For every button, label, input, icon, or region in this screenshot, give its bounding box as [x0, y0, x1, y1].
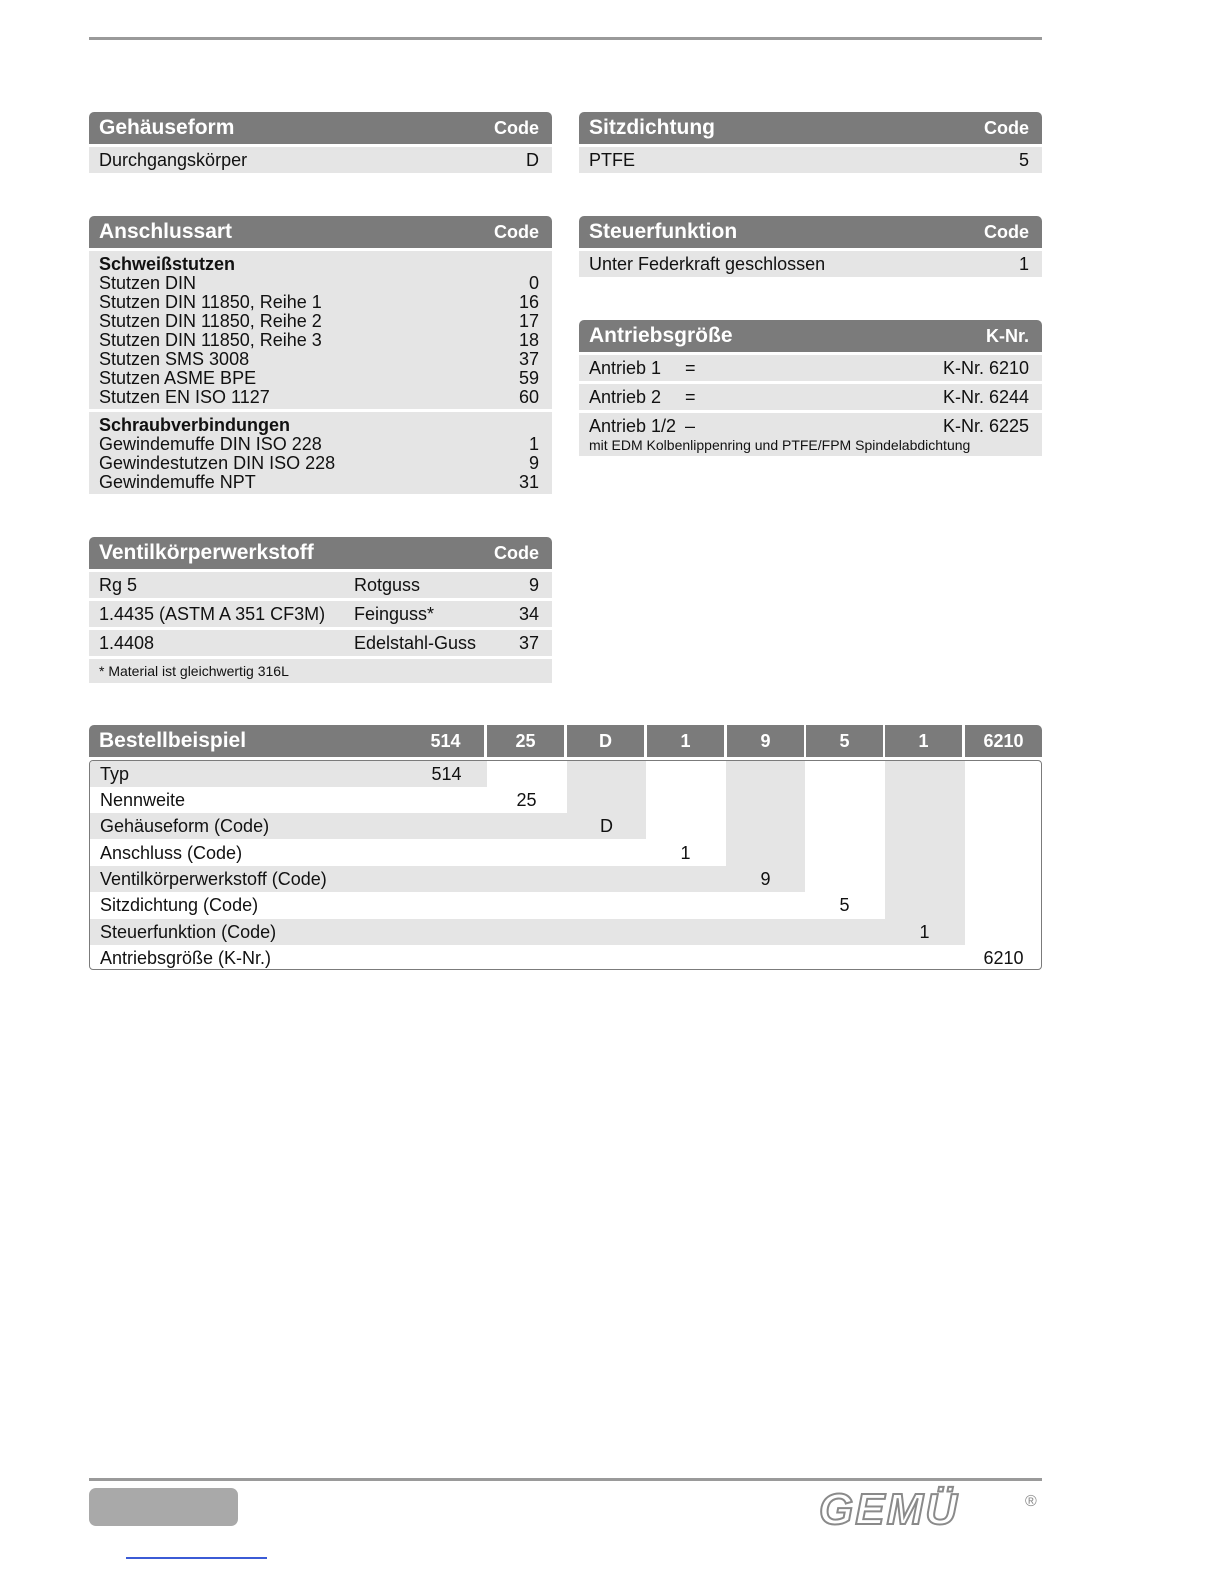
list-item: Stutzen DIN 0	[99, 273, 539, 293]
row-label: Ventilkörperwerkstoff (Code)	[100, 869, 327, 889]
code-header: Code	[984, 221, 1029, 242]
footer-link-underline	[126, 1557, 267, 1559]
code-header: Code	[494, 117, 539, 138]
table-row	[89, 147, 552, 173]
row-value: 6210	[983, 948, 1024, 968]
row-label: Typ	[100, 764, 130, 784]
row-label: PTFE	[589, 149, 636, 170]
row-operator: =	[685, 357, 696, 378]
table-header	[89, 216, 552, 248]
table-row	[579, 384, 1042, 410]
row-operator: =	[685, 386, 696, 407]
group-title: Schweißstutzen	[99, 254, 236, 274]
list-item: Gewindestutzen DIN ISO 228 9	[99, 453, 539, 473]
table-row	[579, 355, 1042, 381]
code-cell: D	[567, 725, 644, 757]
code-cell: 25	[487, 725, 564, 757]
table-header	[579, 112, 1042, 144]
table-title: Steuerfunktion	[589, 220, 738, 243]
code-cell: 6210	[965, 725, 1042, 757]
row-code: D	[526, 149, 539, 170]
list-item: Stutzen EN ISO 1127 60	[99, 387, 539, 407]
row-code: 1	[1018, 253, 1029, 274]
bottom-rule	[89, 1478, 1042, 1481]
row-value: 9	[760, 869, 771, 889]
top-rule	[89, 37, 1042, 40]
sitzdichtung-table	[579, 112, 1042, 173]
page-badge	[89, 1488, 238, 1526]
row-operator: –	[685, 416, 696, 436]
group-schweissstutzen	[89, 251, 552, 409]
table-row: 1.4408 Edelstahl-Guss 37	[89, 630, 552, 656]
table-header	[579, 216, 1042, 248]
list-item: Stutzen DIN 11850, Reihe 2 17	[99, 311, 539, 331]
row-label: Antriebsgröße (K-Nr.)	[100, 948, 272, 968]
row-label: Steuerfunktion (Code)	[100, 922, 277, 942]
table-row	[579, 147, 1042, 173]
order-example-body	[89, 760, 1042, 970]
ventilkoerper-table	[89, 537, 552, 683]
row-label: Anschluss (Code)	[100, 843, 243, 863]
table-title: Sitzdichtung	[589, 116, 715, 139]
group-schraubverbindungen	[89, 412, 552, 494]
steuerfunktion-table	[579, 216, 1042, 277]
code-header: Code	[984, 117, 1029, 138]
table-row	[579, 251, 1042, 277]
row-label: Gehäuseform (Code)	[100, 816, 270, 836]
row-label: Sitzdichtung (Code)	[100, 895, 259, 915]
code-cell: 514	[407, 725, 484, 757]
anschlussart-table	[89, 216, 552, 494]
row-value: K-Nr. 6244	[942, 386, 1029, 407]
row-code: 5	[1018, 149, 1029, 170]
table-header	[89, 537, 552, 569]
row-value: K-Nr. 6225	[942, 416, 1029, 436]
row-label: Nennweite	[100, 790, 186, 810]
code-cell: 1	[885, 725, 962, 757]
group-title: Schraubverbindungen	[99, 415, 291, 435]
row-label: Antrieb 2	[589, 386, 662, 407]
row-label: Antrieb 1	[589, 357, 662, 378]
row-value: 1	[919, 922, 930, 942]
code-header: K-Nr.	[985, 325, 1029, 346]
row-label: Unter Federkraft geschlossen	[589, 253, 826, 274]
logo-text: GEMÜ	[819, 1485, 959, 1532]
table-title: Antriebsgröße	[589, 324, 733, 347]
code-header: Code	[494, 542, 539, 563]
row-value: D	[600, 816, 613, 836]
row-value: 1	[680, 843, 691, 863]
row-label: Durchgangskörper	[99, 149, 248, 170]
table-title: Ventilkörperwerkstoff	[99, 541, 314, 564]
table-row	[579, 413, 1042, 456]
table-header	[579, 320, 1042, 352]
row-value: 5	[839, 895, 850, 915]
list-item: Stutzen DIN 11850, Reihe 3 18	[99, 330, 539, 350]
list-item: Gewindemuffe DIN ISO 228 1	[99, 434, 539, 454]
code-cell: 9	[727, 725, 804, 757]
table-row: 1.4435 (ASTM A 351 CF3M) Feinguss* 34	[89, 601, 552, 627]
row-value: 25	[516, 790, 537, 810]
code-cell: 5	[806, 725, 883, 757]
row-label: Antrieb 1/2	[589, 416, 677, 436]
row-note: mit EDM Kolbenlippenring und PTFE/FPM Spindelabdichtung	[589, 437, 971, 453]
bestellbeispiel	[89, 725, 1042, 970]
gemu-logo	[817, 1484, 1042, 1532]
row-value: 514	[431, 764, 462, 784]
list-item: Stutzen SMS 3008 37	[99, 349, 539, 369]
row-value: K-Nr. 6210	[942, 357, 1029, 378]
gehaeuseform-table	[89, 112, 552, 173]
code-header: Code	[494, 221, 539, 242]
table-title: Gehäuseform	[99, 116, 235, 139]
code-cell: 1	[647, 725, 724, 757]
antriebsgroesse-table	[579, 320, 1042, 456]
table-title: Anschlussart	[99, 220, 233, 243]
footnote: * Material ist gleichwertig 316L	[89, 659, 552, 683]
list-item: Stutzen DIN 11850, Reihe 1 16	[99, 292, 539, 312]
registered-mark: ®	[1025, 1493, 1037, 1510]
list-item: Gewindemuffe NPT 31	[99, 472, 539, 492]
table-row: Rg 5 Rotguss 9	[89, 572, 552, 598]
table-header	[89, 112, 552, 144]
list-item: Stutzen ASME BPE 59	[99, 368, 539, 388]
order-example-title: Bestellbeispiel	[89, 725, 415, 757]
